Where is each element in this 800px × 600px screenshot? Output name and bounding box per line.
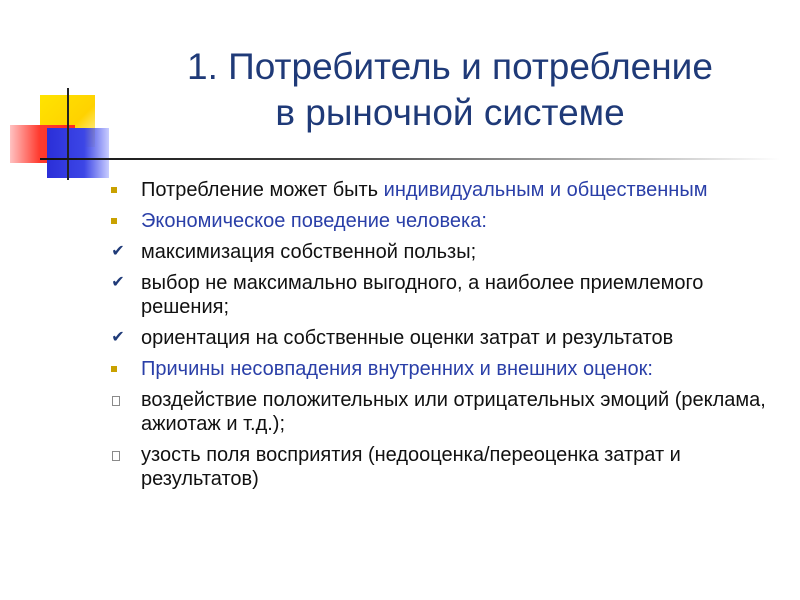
list-item (100, 271, 780, 319)
check-icon: ✔ (111, 243, 125, 260)
check-icon: ✔ (111, 329, 125, 346)
item-text: узость поля восприятия (недооценка/переоценка затрат и результатов) (141, 444, 681, 490)
logo-blue-square (47, 128, 109, 178)
title-line-1: 1. Потребитель и потребление (187, 46, 713, 87)
item-highlight: Причины несовпадения внутренних и внешних оценок: (141, 358, 653, 380)
list-item (100, 357, 780, 381)
slide-title (120, 44, 780, 136)
title-underline (40, 158, 780, 160)
title-line-2: в рыночной системе (275, 92, 625, 133)
list-item (100, 388, 780, 436)
item-highlight: индивидуальным и общественным (383, 179, 708, 201)
item-text: максимизация собственной пользы; (141, 241, 477, 263)
list-item (100, 240, 780, 264)
item-text: воздействие положительных или отрицательных эмоций (реклама, ажиотаж и т.д.); (141, 389, 766, 435)
item-text: Потребление может быть (141, 179, 384, 201)
check-icon: ✔ (111, 274, 125, 291)
logo-vertical-line (67, 88, 69, 180)
list-item (100, 443, 780, 491)
bullet-list (100, 178, 780, 496)
list-item (100, 326, 780, 350)
list-item (100, 178, 780, 202)
item-highlight: Экономическое поведение человека: (141, 210, 487, 232)
item-text: ориентация на собственные оценки затрат и результатов (141, 327, 674, 349)
list-item (100, 209, 780, 233)
item-text: выбор не максимально выгодного, а наиболее приемлемого решения; (141, 272, 704, 318)
